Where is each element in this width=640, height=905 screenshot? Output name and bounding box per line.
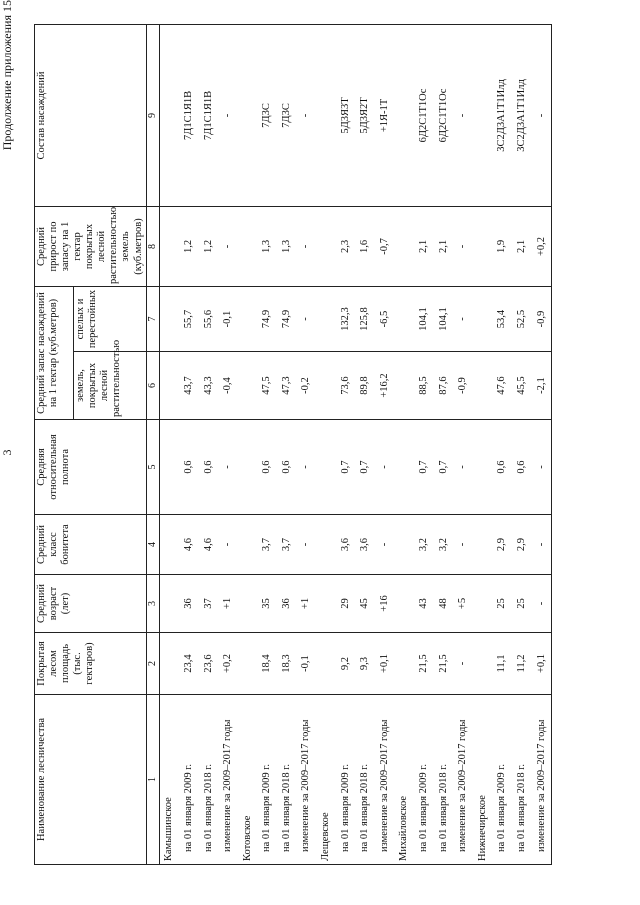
continuation-note: Продолжение приложения 15 — [0, 0, 14, 151]
cell-composition: +1Я-1Т — [375, 24, 395, 206]
empty-cell — [316, 352, 336, 420]
cell-age: 45 — [356, 575, 376, 633]
header-composition: Состав насаждений — [35, 24, 147, 206]
cell-growth: - — [218, 206, 238, 286]
row-label: изменение за 2009–2017 годы — [532, 695, 552, 865]
cell-growth: 1,9 — [493, 206, 513, 286]
empty-cell — [159, 206, 179, 286]
forestry-name: Нижнечирское — [473, 695, 493, 865]
row-label: на 01 января 2018 г. — [277, 695, 297, 865]
table-row — [356, 24, 376, 864]
table-row — [512, 24, 532, 864]
header-stock-group: Средний запас насаждений на 1 гектар (куб.метров) — [35, 286, 74, 419]
cell-stock-covered: 47,3 — [277, 352, 297, 420]
row-label: на 01 января 2009 г. — [493, 695, 513, 865]
cell-area: 18,3 — [277, 633, 297, 695]
cell-growth: +0,2 — [532, 206, 552, 286]
cell-area: 18,4 — [258, 633, 278, 695]
cell-age: 36 — [179, 575, 199, 633]
empty-cell — [238, 420, 258, 515]
forestry-name: Лещевское — [316, 695, 336, 865]
cell-age: 37 — [199, 575, 219, 633]
row-label: на 01 января 2018 г. — [356, 695, 376, 865]
empty-cell — [395, 633, 415, 695]
empty-cell — [316, 515, 336, 575]
row-label: на 01 января 2018 г. — [434, 695, 454, 865]
empty-cell — [159, 575, 179, 633]
cell-area: 23,6 — [199, 633, 219, 695]
page-number: 3 — [0, 449, 14, 456]
cell-composition: 6Д2С1Т1Ос — [414, 24, 434, 206]
row-label: на 01 января 2009 г. — [258, 695, 278, 865]
empty-cell — [316, 206, 336, 286]
cell-composition: - — [532, 24, 552, 206]
row-label: на 01 января 2009 г. — [336, 695, 356, 865]
empty-cell — [473, 24, 493, 206]
table-row — [199, 24, 219, 864]
row-label: изменение за 2009–2017 годы — [218, 695, 238, 865]
cell-age: 29 — [336, 575, 356, 633]
empty-cell — [316, 575, 336, 633]
empty-cell — [238, 286, 258, 351]
cell-age: 43 — [414, 575, 434, 633]
table-row — [336, 24, 356, 864]
cell-growth: -0,7 — [375, 206, 395, 286]
cell-area: - — [453, 633, 473, 695]
cell-stock-covered: 43,7 — [179, 352, 199, 420]
cell-growth: 1,3 — [258, 206, 278, 286]
cell-stock-covered: 47,6 — [493, 352, 513, 420]
table-row — [297, 24, 317, 864]
header-area: Покрытая лесом площадь (тыс. гектаров) — [35, 633, 147, 695]
cell-stock-mature: 55,7 — [179, 286, 199, 351]
forest-table — [34, 24, 552, 865]
cell-age: +1 — [297, 575, 317, 633]
cell-growth: 1,3 — [277, 206, 297, 286]
table-row — [493, 24, 513, 864]
cell-stock-mature: -0,9 — [532, 286, 552, 351]
row-label: на 01 января 2018 г. — [512, 695, 532, 865]
row-label: изменение за 2009–2017 годы — [375, 695, 395, 865]
cell-density: - — [532, 420, 552, 515]
cell-bonitet: 3,2 — [434, 515, 454, 575]
cell-age: - — [532, 575, 552, 633]
cell-area: 9,3 — [356, 633, 376, 695]
cell-composition: 7Д3С — [277, 24, 297, 206]
cell-composition: 3С2Д3А1Т1Илд — [493, 24, 513, 206]
row-label: на 01 января 2009 г. — [179, 695, 199, 865]
empty-cell — [473, 515, 493, 575]
empty-cell — [159, 515, 179, 575]
cell-density: 0,7 — [336, 420, 356, 515]
cell-composition: 5Д3Я2Т — [356, 24, 376, 206]
col-number: 4 — [146, 515, 159, 575]
empty-cell — [316, 633, 336, 695]
cell-bonitet: 2,9 — [493, 515, 513, 575]
empty-cell — [238, 575, 258, 633]
header-density: Средняя относительная полнота — [35, 420, 147, 515]
forestry-name: Михайловское — [395, 695, 415, 865]
empty-cell — [316, 286, 336, 351]
empty-cell — [159, 633, 179, 695]
cell-growth: - — [453, 206, 473, 286]
empty-cell — [473, 633, 493, 695]
cell-growth: 1,6 — [356, 206, 376, 286]
table-row — [218, 24, 238, 864]
cell-age: 36 — [277, 575, 297, 633]
col-number: 1 — [146, 695, 159, 865]
table-header — [35, 24, 160, 864]
cell-density: 0,6 — [179, 420, 199, 515]
cell-density: 0,7 — [356, 420, 376, 515]
cell-stock-covered: 73,6 — [336, 352, 356, 420]
cell-age: 25 — [512, 575, 532, 633]
cell-stock-mature: 52,5 — [512, 286, 532, 351]
forestry-name: Камышинское — [159, 695, 179, 865]
cell-bonitet: 3,7 — [277, 515, 297, 575]
table-row — [414, 24, 434, 864]
cell-area: 21,5 — [414, 633, 434, 695]
cell-density: - — [453, 420, 473, 515]
cell-density: 0,6 — [277, 420, 297, 515]
cell-bonitet: - — [453, 515, 473, 575]
table-row — [434, 24, 454, 864]
cell-bonitet: 4,6 — [179, 515, 199, 575]
cell-stock-mature: - — [297, 286, 317, 351]
table-row — [277, 24, 297, 864]
cell-composition: 3С2Д3А1Т1Илд — [512, 24, 532, 206]
cell-area: 9,2 — [336, 633, 356, 695]
cell-age: +16 — [375, 575, 395, 633]
cell-area: +0,2 — [218, 633, 238, 695]
cell-age: 35 — [258, 575, 278, 633]
cell-age: +5 — [453, 575, 473, 633]
cell-stock-covered: 43,3 — [199, 352, 219, 420]
cell-composition: 7Д1С1Я1В — [199, 24, 219, 206]
row-label: изменение за 2009–2017 годы — [453, 695, 473, 865]
table-row — [532, 24, 552, 864]
cell-bonitet: 3,2 — [414, 515, 434, 575]
cell-bonitet: - — [375, 515, 395, 575]
cell-density: 0,6 — [258, 420, 278, 515]
cell-stock-mature: - — [453, 286, 473, 351]
cell-density: - — [375, 420, 395, 515]
row-label: изменение за 2009–2017 годы — [297, 695, 317, 865]
forestry-group-row — [395, 24, 415, 864]
cell-stock-covered: +16,2 — [375, 352, 395, 420]
empty-cell — [238, 352, 258, 420]
cell-area: 21,5 — [434, 633, 454, 695]
empty-cell — [395, 352, 415, 420]
cell-stock-mature: 132,3 — [336, 286, 356, 351]
cell-growth: 2,1 — [414, 206, 434, 286]
cell-bonitet: 3,6 — [356, 515, 376, 575]
cell-stock-covered: -2,1 — [532, 352, 552, 420]
empty-cell — [238, 633, 258, 695]
cell-growth: 2,1 — [434, 206, 454, 286]
empty-cell — [473, 286, 493, 351]
header-stock-covered: земель, покрытых лесной растительностью — [73, 352, 146, 420]
cell-stock-covered: 87,6 — [434, 352, 454, 420]
cell-bonitet: 3,7 — [258, 515, 278, 575]
table-row — [179, 24, 199, 864]
empty-cell — [238, 206, 258, 286]
empty-cell — [395, 206, 415, 286]
cell-stock-covered: 45,5 — [512, 352, 532, 420]
cell-density: 0,7 — [434, 420, 454, 515]
cell-stock-mature: 104,1 — [414, 286, 434, 351]
cell-stock-covered: 88,5 — [414, 352, 434, 420]
cell-growth: 1,2 — [179, 206, 199, 286]
cell-stock-mature: -0,1 — [218, 286, 238, 351]
cell-growth: 1,2 — [199, 206, 219, 286]
forestry-name: Котовское — [238, 695, 258, 865]
empty-cell — [159, 286, 179, 351]
cell-composition: - — [218, 24, 238, 206]
col-number: 8 — [146, 206, 159, 286]
header-name: Наименование лесничества — [35, 695, 147, 865]
empty-cell — [473, 206, 493, 286]
empty-cell — [395, 24, 415, 206]
table-row — [258, 24, 278, 864]
row-label: на 01 января 2018 г. — [199, 695, 219, 865]
col-number: 6 — [146, 352, 159, 420]
cell-density: 0,6 — [199, 420, 219, 515]
header-stock-mature: спелых и перестойных — [73, 286, 146, 351]
cell-composition: 6Д2С1Т1Ос — [434, 24, 454, 206]
cell-bonitet: 3,6 — [336, 515, 356, 575]
table-row — [375, 24, 395, 864]
forestry-group-row — [473, 24, 493, 864]
row-label: на 01 января 2009 г. — [414, 695, 434, 865]
cell-growth: 2,3 — [336, 206, 356, 286]
empty-cell — [395, 575, 415, 633]
col-number: 7 — [146, 286, 159, 351]
cell-bonitet: 4,6 — [199, 515, 219, 575]
cell-age: 25 — [493, 575, 513, 633]
cell-density: 0,6 — [512, 420, 532, 515]
cell-composition: 7Д1С1Я1В — [179, 24, 199, 206]
cell-growth: - — [297, 206, 317, 286]
cell-area: +0,1 — [532, 633, 552, 695]
empty-cell — [159, 24, 179, 206]
empty-cell — [238, 24, 258, 206]
cell-bonitet: 2,9 — [512, 515, 532, 575]
cell-age: 48 — [434, 575, 454, 633]
cell-bonitet: - — [297, 515, 317, 575]
empty-cell — [473, 420, 493, 515]
column-number-row — [146, 24, 159, 864]
header-age: Средний возраст (лет) — [35, 575, 147, 633]
header-bonitet: Средний класс бонитета — [35, 515, 147, 575]
empty-cell — [395, 515, 415, 575]
table-body — [159, 24, 552, 864]
cell-stock-covered: -0,4 — [218, 352, 238, 420]
cell-area: 11,1 — [493, 633, 513, 695]
empty-cell — [316, 420, 336, 515]
empty-cell — [316, 24, 336, 206]
cell-stock-mature: -6,5 — [375, 286, 395, 351]
cell-area: 23,4 — [179, 633, 199, 695]
empty-cell — [159, 352, 179, 420]
empty-cell — [473, 575, 493, 633]
cell-density: - — [297, 420, 317, 515]
cell-composition: - — [297, 24, 317, 206]
cell-composition: 5Д3Я3Т — [336, 24, 356, 206]
col-number: 5 — [146, 420, 159, 515]
cell-stock-covered: -0,9 — [453, 352, 473, 420]
cell-composition: 7Д3С — [258, 24, 278, 206]
col-number: 9 — [146, 24, 159, 206]
cell-composition: - — [453, 24, 473, 206]
col-number: 3 — [146, 575, 159, 633]
cell-density: 0,7 — [414, 420, 434, 515]
empty-cell — [395, 420, 415, 515]
forestry-group-row — [238, 24, 258, 864]
cell-stock-mature: 74,9 — [258, 286, 278, 351]
cell-area: 11,2 — [512, 633, 532, 695]
cell-age: +1 — [218, 575, 238, 633]
col-number: 2 — [146, 633, 159, 695]
cell-stock-mature: 74,9 — [277, 286, 297, 351]
cell-stock-covered: 47,5 — [258, 352, 278, 420]
cell-stock-covered: -0,2 — [297, 352, 317, 420]
cell-bonitet: - — [532, 515, 552, 575]
table-row — [453, 24, 473, 864]
cell-stock-mature: 104,1 — [434, 286, 454, 351]
cell-stock-covered: 89,8 — [356, 352, 376, 420]
cell-growth: 2,1 — [512, 206, 532, 286]
forestry-group-row — [159, 24, 179, 864]
cell-area: +0,1 — [375, 633, 395, 695]
cell-stock-mature: 53,4 — [493, 286, 513, 351]
empty-cell — [159, 420, 179, 515]
cell-stock-mature: 55,6 — [199, 286, 219, 351]
empty-cell — [473, 352, 493, 420]
cell-density: 0,6 — [493, 420, 513, 515]
empty-cell — [238, 515, 258, 575]
cell-area: -0,1 — [297, 633, 317, 695]
header-growth: Средний прирост по запасу на 1 гектар покрытых лесной растительностью земель (куб.метров) — [35, 206, 147, 286]
cell-stock-mature: 125,8 — [356, 286, 376, 351]
cell-bonitet: - — [218, 515, 238, 575]
cell-density: - — [218, 420, 238, 515]
empty-cell — [395, 286, 415, 351]
forestry-group-row — [316, 24, 336, 864]
